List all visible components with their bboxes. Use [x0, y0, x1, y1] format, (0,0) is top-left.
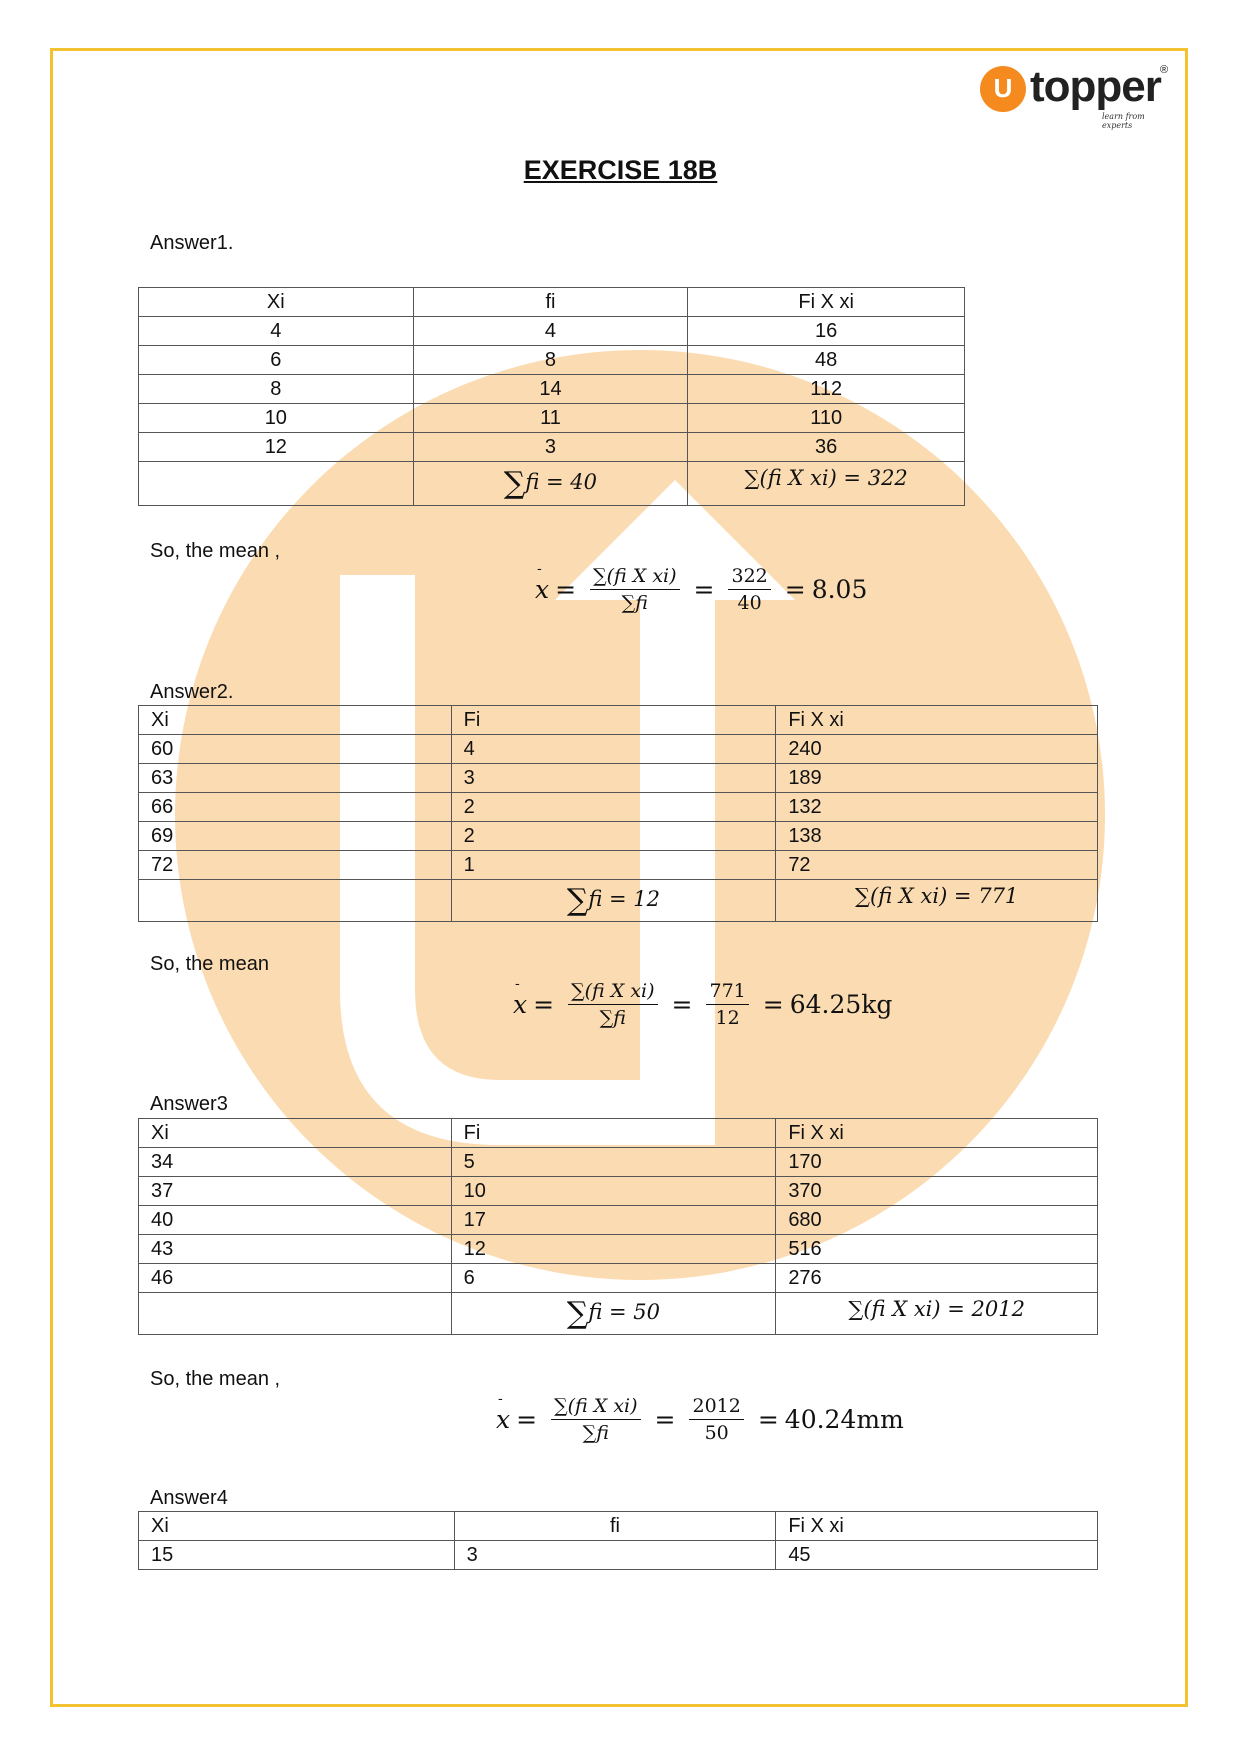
table-cell: 11 [413, 404, 688, 433]
table-cell: 36 [688, 433, 965, 462]
table-header-row [139, 1119, 1098, 1148]
mean-formula [535, 561, 868, 614]
header-cell: Xi [139, 1119, 452, 1148]
equals-sign: = [757, 1405, 779, 1434]
table-row [139, 1235, 1098, 1264]
equals-sign: = [784, 575, 806, 604]
table-row [139, 433, 965, 462]
table-row [139, 793, 1098, 822]
table-cell: 37 [139, 1177, 452, 1206]
table-cell: 110 [688, 404, 965, 433]
equals-sign: = [654, 1405, 676, 1434]
mean-variable [496, 1391, 511, 1434]
var-text: x [513, 990, 528, 1019]
empty-cell [139, 1293, 452, 1335]
sum-fi-cell [413, 462, 688, 506]
table-cell: 12 [139, 433, 414, 462]
answer4-table [138, 1511, 1098, 1570]
page-title: EXERCISE 18B [523, 155, 718, 185]
sum-fi-text: fi = 40 [525, 470, 598, 494]
result: 64.25kg [789, 990, 893, 1019]
table-cell: 72 [776, 851, 1098, 880]
sum-fi-text: fi = 50 [588, 1300, 661, 1324]
header-cell: Xi [139, 706, 452, 735]
equals-sign: = [516, 1405, 538, 1434]
numerator: ∑(fi X xi) [590, 565, 679, 590]
numerator: 771 [706, 980, 748, 1005]
answer-label: Answer3 [150, 1093, 228, 1115]
denominator: 50 [704, 1422, 729, 1444]
table-row [139, 1541, 1098, 1570]
table-cell: 16 [688, 317, 965, 346]
table-cell: 10 [451, 1177, 776, 1206]
table-row [139, 375, 965, 404]
fraction [568, 980, 657, 1029]
table-cell: 48 [688, 346, 965, 375]
header-cell: Fi X xi [776, 1512, 1098, 1541]
table-cell: 17 [451, 1206, 776, 1235]
table-cell: 189 [776, 764, 1098, 793]
sum-fx-cell: ∑(fi X xi) = 2012 [776, 1293, 1098, 1335]
empty-cell [139, 462, 414, 506]
header-cell: Xi [139, 288, 414, 317]
fraction [689, 1395, 743, 1444]
numerator: 2012 [689, 1395, 743, 1420]
table-row [139, 822, 1098, 851]
table-cell: 138 [776, 822, 1098, 851]
var-text: x [496, 1405, 511, 1434]
denominator: ∑fi [599, 1007, 626, 1029]
mean-label: So, the mean , [150, 540, 281, 562]
table-cell: 370 [776, 1177, 1098, 1206]
table-cell: 34 [139, 1148, 452, 1177]
table-row [139, 764, 1098, 793]
table-cell: 45 [776, 1541, 1098, 1570]
equals-sign: = [762, 990, 784, 1019]
table-cell: 516 [776, 1235, 1098, 1264]
table-sum-row [139, 1293, 1098, 1335]
fraction [706, 980, 748, 1029]
table-sum-row [139, 880, 1098, 922]
answer-label: Answer2. [150, 681, 234, 703]
table-row [139, 317, 965, 346]
mean-label: So, the mean [150, 953, 269, 975]
fraction [551, 1395, 640, 1444]
denominator: 40 [737, 592, 762, 614]
denominator: 12 [715, 1007, 740, 1029]
table-row [139, 404, 965, 433]
header-cell: Fi X xi [688, 288, 965, 317]
answer2-table [138, 705, 1098, 922]
table-cell: 4 [451, 735, 776, 764]
equals-sign: = [671, 990, 693, 1019]
equals-sign: = [693, 575, 715, 604]
var-text: x [535, 575, 550, 604]
sum-fx-cell: ∑(fi X xi) = 771 [776, 880, 1098, 922]
fraction [728, 565, 770, 614]
table-cell: 3 [413, 433, 688, 462]
equals-sign: = [533, 990, 555, 1019]
table-cell: 72 [139, 851, 452, 880]
denominator: ∑fi [582, 1422, 609, 1444]
table-cell: 40 [139, 1206, 452, 1235]
table-cell: 43 [139, 1235, 452, 1264]
table-cell: 10 [139, 404, 414, 433]
logo-registered: ® [1160, 64, 1169, 76]
table-row [139, 346, 965, 375]
numerator: 322 [728, 565, 770, 590]
logo-mark-icon: U [980, 66, 1026, 112]
table-cell: 8 [139, 375, 414, 404]
result: 8.05 [811, 575, 868, 604]
header-cell: Fi [451, 706, 776, 735]
table-cell: 2 [451, 822, 776, 851]
mean-label: So, the mean , [150, 1368, 281, 1390]
table-cell: 46 [139, 1264, 452, 1293]
table-cell: 4 [139, 317, 414, 346]
table-row [139, 1206, 1098, 1235]
header-cell: Fi [451, 1119, 776, 1148]
header-cell: fi [454, 1512, 776, 1541]
sigma-icon: ∑ [566, 883, 589, 918]
table-cell: 112 [688, 375, 965, 404]
table-cell: 3 [454, 1541, 776, 1570]
sum-fx-cell: ∑(fi X xi) = 322 [688, 462, 965, 506]
table-sum-row [139, 462, 965, 506]
table-cell: 276 [776, 1264, 1098, 1293]
table-cell: 8 [413, 346, 688, 375]
table-cell: 132 [776, 793, 1098, 822]
table-cell: 69 [139, 822, 452, 851]
numerator: ∑(fi X xi) [568, 980, 657, 1005]
header-cell: Fi X xi [776, 706, 1098, 735]
sigma-icon: ∑ [503, 466, 526, 501]
table-header-row [139, 1512, 1098, 1541]
table-cell: 2 [451, 793, 776, 822]
table-cell: 66 [139, 793, 452, 822]
sum-fi-text: fi = 12 [588, 887, 661, 911]
table-cell: 14 [413, 375, 688, 404]
sum-fi-cell [451, 880, 776, 922]
table-cell: 6 [139, 346, 414, 375]
table-cell: 60 [139, 735, 452, 764]
answer-label: Answer4 [150, 1487, 228, 1509]
table-cell: 63 [139, 764, 452, 793]
mean-formula [513, 976, 893, 1029]
fraction [590, 565, 679, 614]
logo-tagline: learn from experts [1102, 112, 1145, 130]
table-cell: 5 [451, 1148, 776, 1177]
table-row [139, 1148, 1098, 1177]
mean-variable [513, 976, 528, 1019]
table-cell: 1 [451, 851, 776, 880]
table-cell: 15 [139, 1541, 455, 1570]
answer-label: Answer1. [150, 232, 234, 254]
bar-mark-icon: - [537, 561, 542, 577]
table-cell: 680 [776, 1206, 1098, 1235]
topper-logo [980, 62, 1170, 130]
empty-cell [139, 880, 452, 922]
result: 40.24mm [784, 1405, 904, 1434]
table-row [139, 735, 1098, 764]
bar-mark-icon: - [515, 976, 520, 992]
table-cell: 6 [451, 1264, 776, 1293]
answer3-table [138, 1118, 1098, 1335]
table-row [139, 1177, 1098, 1206]
table-cell: 12 [451, 1235, 776, 1264]
header-cell: Fi X xi [776, 1119, 1098, 1148]
table-cell: 170 [776, 1148, 1098, 1177]
numerator: ∑(fi X xi) [551, 1395, 640, 1420]
bar-mark-icon: - [498, 1391, 503, 1407]
sum-fi-cell [451, 1293, 776, 1335]
mean-formula [496, 1391, 904, 1444]
header-cell: Xi [139, 1512, 455, 1541]
table-cell: 240 [776, 735, 1098, 764]
denominator: ∑fi [621, 592, 648, 614]
mean-variable [535, 561, 550, 604]
table-row [139, 1264, 1098, 1293]
table-header-row [139, 288, 965, 317]
answer1-table [138, 287, 965, 506]
table-row [139, 851, 1098, 880]
logo-wordmark: topper [1030, 62, 1161, 111]
equals-sign: = [555, 575, 577, 604]
table-header-row [139, 706, 1098, 735]
table-cell: 3 [451, 764, 776, 793]
table-cell: 4 [413, 317, 688, 346]
header-cell: fi [413, 288, 688, 317]
sigma-icon: ∑ [566, 1296, 589, 1331]
